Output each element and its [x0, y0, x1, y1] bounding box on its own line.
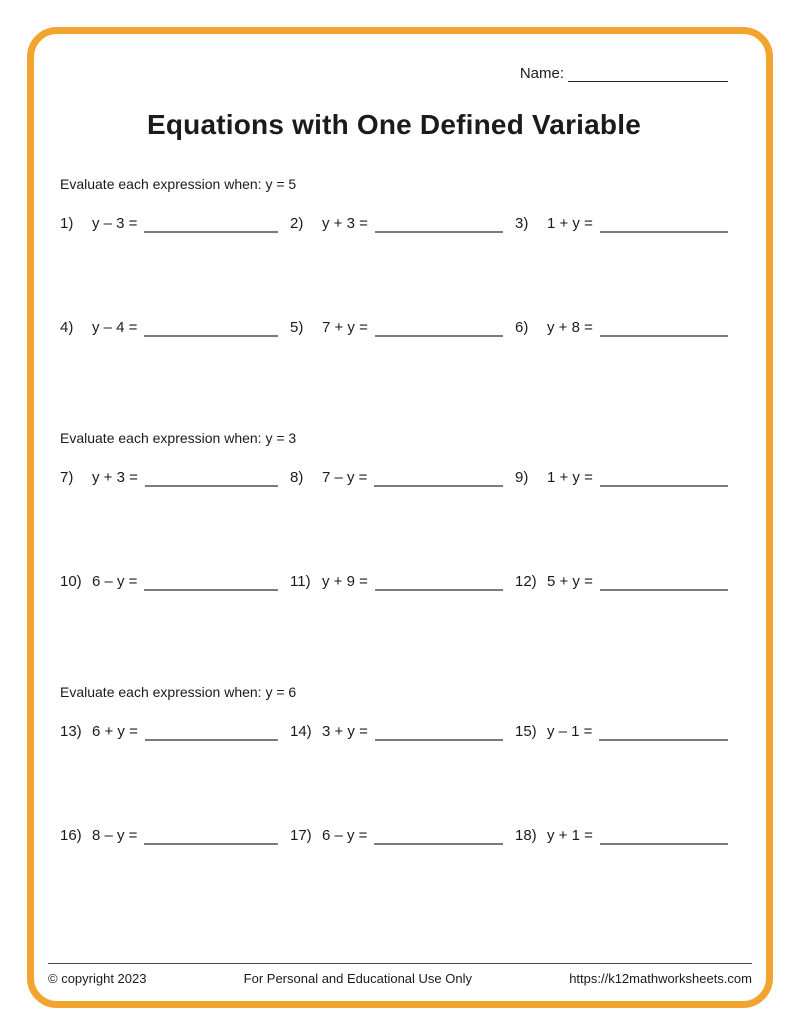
name-answer-line[interactable]: [568, 67, 728, 82]
answer-blank[interactable]: [600, 485, 728, 487]
problem-number: 5): [290, 319, 304, 336]
problem-item: [60, 570, 278, 592]
problem-item: [60, 212, 278, 234]
problem-expression: 6 – y =: [92, 573, 138, 590]
problem-item: [515, 570, 728, 592]
problem-item: [515, 316, 728, 338]
problem-number: 1): [60, 215, 74, 232]
problem-expression: 6 + y =: [92, 723, 138, 740]
worksheet-section: [60, 175, 728, 338]
section-instruction: Evaluate each expression when: y = 3: [60, 430, 297, 446]
problem-number: 15): [515, 723, 537, 740]
problem-item: [290, 720, 503, 742]
problem-number: 12): [515, 573, 537, 590]
sections-container: [60, 175, 728, 846]
problem-item: [290, 316, 503, 338]
answer-blank[interactable]: [144, 589, 278, 591]
answer-blank[interactable]: [145, 739, 278, 741]
worksheet-section: [60, 429, 728, 592]
problem-expression: y – 3 =: [92, 215, 138, 232]
problem-expression: y + 8 =: [547, 319, 593, 336]
problem-item: [515, 466, 728, 488]
problem-item: [290, 212, 503, 234]
problem-row: [60, 212, 728, 234]
problem-expression: 7 – y =: [322, 469, 368, 486]
footer-copyright: © copyright 2023: [48, 971, 147, 986]
answer-blank[interactable]: [600, 843, 728, 845]
problem-number: 7): [60, 469, 74, 486]
problem-expression: 3 + y =: [322, 723, 368, 740]
problem-number: 9): [515, 469, 529, 486]
problem-item: [290, 824, 503, 846]
problem-number: 4): [60, 319, 74, 336]
problem-expression: y + 3 =: [322, 215, 368, 232]
problem-number: 10): [60, 573, 82, 590]
problem-row: [60, 824, 728, 846]
problem-row: [60, 720, 728, 742]
worksheet-content: [60, 34, 728, 846]
problem-item: [60, 466, 278, 488]
answer-blank[interactable]: [374, 485, 503, 487]
problem-expression: 6 – y =: [322, 827, 368, 844]
problem-number: 11): [290, 573, 311, 590]
answer-blank[interactable]: [375, 589, 503, 591]
footer: [48, 963, 752, 986]
answer-blank[interactable]: [145, 485, 278, 487]
problem-number: 14): [290, 723, 312, 740]
footer-url[interactable]: https://k12mathworksheets.com: [569, 971, 752, 986]
problem-item: [60, 720, 278, 742]
problem-number: 17): [290, 827, 312, 844]
problem-expression: y + 9 =: [322, 573, 368, 590]
problem-item: [515, 212, 728, 234]
footer-usage-note: For Personal and Educational Use Only: [243, 971, 473, 986]
problem-expression: 7 + y =: [322, 319, 368, 336]
answer-blank[interactable]: [375, 231, 503, 233]
section-instruction: Evaluate each expression when: y = 6: [60, 684, 297, 700]
problem-row: [60, 466, 728, 488]
problem-expression: y + 1 =: [547, 827, 593, 844]
answer-blank[interactable]: [374, 843, 503, 845]
problem-number: 8): [290, 469, 304, 486]
problem-expression: y – 4 =: [92, 319, 138, 336]
problem-number: 6): [515, 319, 529, 336]
problem-item: [515, 824, 728, 846]
worksheet-section: [60, 683, 728, 846]
problem-number: 18): [515, 827, 537, 844]
problem-expression: y – 1 =: [547, 723, 593, 740]
problem-number: 3): [515, 215, 529, 232]
problem-number: 13): [60, 723, 82, 740]
answer-blank[interactable]: [375, 335, 503, 337]
answer-blank[interactable]: [600, 335, 728, 337]
problem-row: [60, 570, 728, 592]
problem-expression: 1 + y =: [547, 469, 593, 486]
section-instruction: Evaluate each expression when: y = 5: [60, 176, 297, 192]
problem-expression: y + 3 =: [92, 469, 138, 486]
problem-expression: 1 + y =: [547, 215, 593, 232]
problem-number: 16): [60, 827, 82, 844]
name-label: Name:: [519, 65, 564, 82]
answer-blank[interactable]: [375, 739, 503, 741]
name-row: [60, 62, 728, 82]
answer-blank[interactable]: [599, 739, 728, 741]
page-title: Equations with One Defined Variable: [147, 109, 641, 140]
problem-row: [60, 316, 728, 338]
problem-item: [60, 824, 278, 846]
answer-blank[interactable]: [144, 335, 278, 337]
problem-item: [515, 720, 728, 742]
problem-expression: 5 + y =: [547, 573, 593, 590]
problem-expression: 8 – y =: [92, 827, 138, 844]
problem-item: [290, 466, 503, 488]
problem-number: 2): [290, 215, 304, 232]
answer-blank[interactable]: [144, 843, 278, 845]
problem-item: [60, 316, 278, 338]
problem-item: [290, 570, 503, 592]
answer-blank[interactable]: [600, 589, 728, 591]
answer-blank[interactable]: [144, 231, 278, 233]
answer-blank[interactable]: [600, 231, 728, 233]
